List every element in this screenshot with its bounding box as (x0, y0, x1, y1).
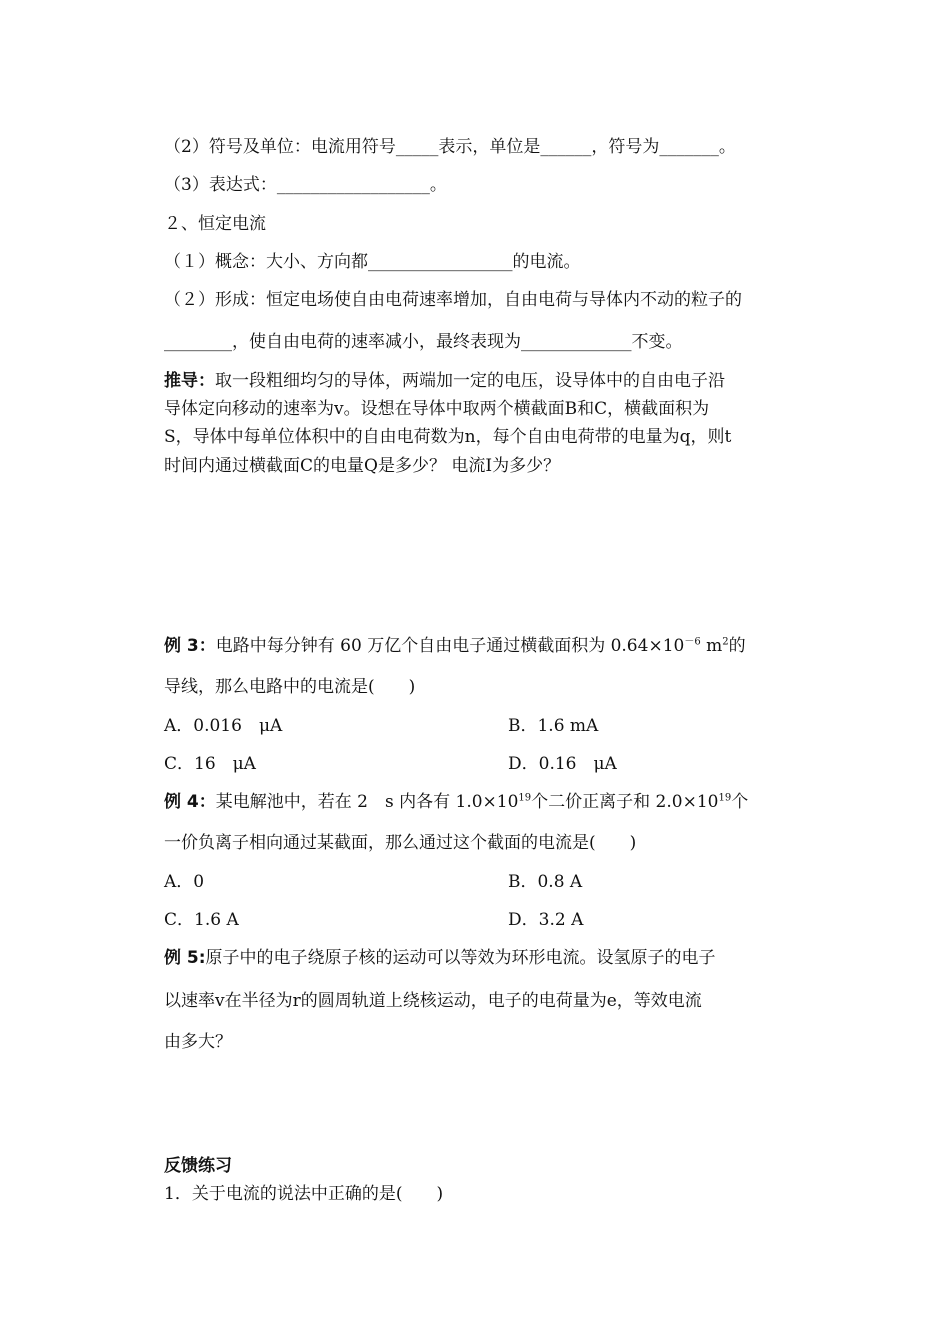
example-4-option-d: D．3.2 A (508, 910, 584, 930)
example-5-label: 例 5: (164, 948, 206, 968)
line-formation-1: （２）形成：恒定电场使自由电荷速率增加，自由电荷与导体内不动的粒子的 (164, 290, 742, 310)
feedback-question-1: 1．关于电流的说法中正确的是( ) (164, 1184, 444, 1204)
example-3-line-2: 导线，那么电路中的电流是( ) (164, 677, 416, 697)
example-4-line-1: 例 4：某电解池中，若在 2 s 内各有 $1.0\times 10^{19}$个二价正离子和 $2.0\times 10^{19}$个 (164, 792, 749, 812)
line-concept: （１）概念：大小、方向都_________________的电流。 (164, 252, 581, 272)
example-4-label: 例 4： (164, 792, 216, 812)
example-5-line-3: 由多大？ (164, 1032, 232, 1052)
section-heading-steady-current: ２、恒定电流 (164, 214, 266, 234)
example-5-line-2: 以速率v在半径为r的圆周轨道上绕核运动，电子的电荷量为e，等效电流 (164, 991, 702, 1011)
example-5-line-1: 例 5:原子中的电子绕原子核的运动可以等效为环形电流。设氢原子的电子 (164, 948, 716, 968)
example-3-option-c: C．16 μA (164, 754, 256, 774)
example-3-option-d: D．0.16 μA (508, 754, 617, 774)
example-4-option-a: A．0 (164, 872, 205, 892)
example-3-option-a: A．0.016 μA (164, 716, 283, 736)
example-4-line-2: 一价负离子相向通过某截面，那么通过这个截面的电流是( ) (164, 833, 637, 853)
line-formation-2: ________，使自由电荷的速率减小，最终表现为_____________不变。 (164, 332, 683, 352)
example-3-option-b: B．1.6 mA (508, 716, 599, 736)
derivation-line-1: 推导：取一段粗细均匀的导体，两端加一定的电压，设导体中的自由电子沿 (164, 371, 725, 391)
derivation-label: 推导： (164, 371, 215, 391)
feedback-heading: 反馈练习 (164, 1156, 232, 1176)
derivation-line-2: 导体定向移动的速率为v。设想在导体中取两个横截面B和C，横截面积为 (164, 399, 710, 419)
example-4-option-c: C．1.6 A (164, 910, 239, 930)
derivation-line-3: S，导体中每单位体积中的自由电荷数为n，每个自由电荷带的电量为q，则t (164, 427, 732, 447)
example-3-line-1: 例 3：电路中每分钟有 60 万亿个自由电子通过横截面积为 $0.64\times 10^{-6}$ $m^2$的 (164, 636, 746, 656)
derivation-line-4: 时间内通过横截面C的电量Q是多少？ 电流I为多少？ (164, 456, 561, 476)
example-3-label: 例 3： (164, 636, 216, 656)
line-expression: （3）表达式：__________________。 (164, 175, 447, 195)
example-4-option-b: B．0.8 A (508, 872, 583, 892)
line-symbol-unit: （2）符号及单位：电流用符号_____表示，单位是______，符号为_______。 (164, 137, 736, 157)
